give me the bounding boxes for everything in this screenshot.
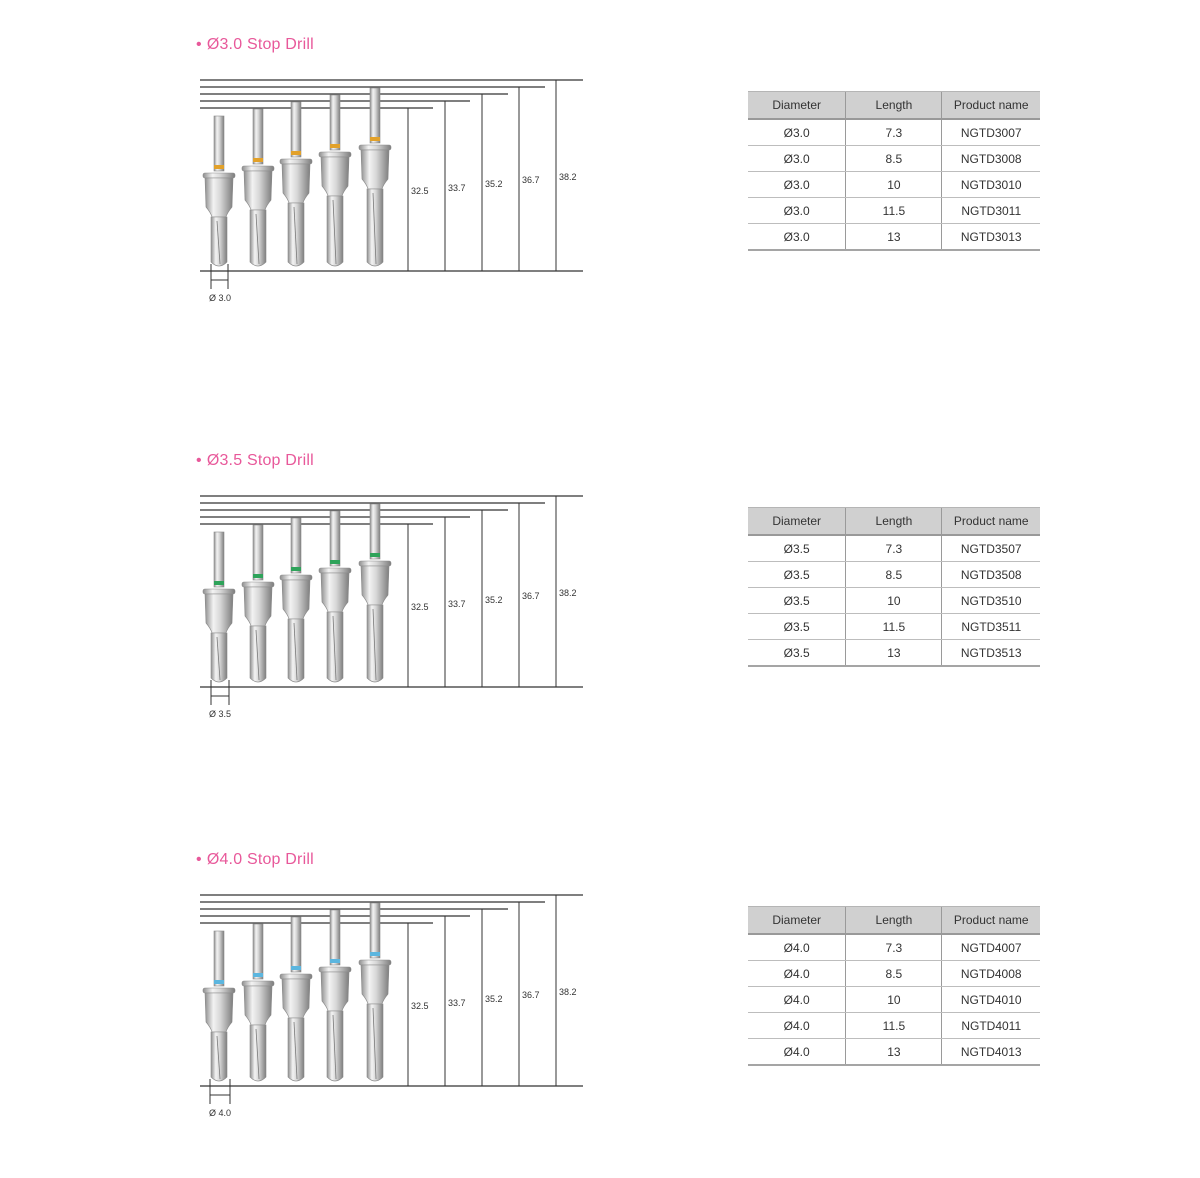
table-cell: NGTD3513 — [942, 640, 1040, 667]
dimension-label-36-7: 36.7 — [522, 990, 540, 1000]
drill-illustration — [359, 88, 391, 266]
section-title-text: Ø3.0 Stop Drill — [206, 36, 314, 53]
dimension-label-38-2: 38.2 — [559, 987, 577, 997]
table-cell: 13 — [846, 640, 942, 667]
table-cell: 8.5 — [846, 562, 942, 588]
table-cell: 11.5 — [846, 198, 942, 224]
column-header: Length — [846, 907, 942, 935]
dimension-label-32-5: 32.5 — [411, 1001, 429, 1011]
diameter-marker — [210, 1079, 230, 1104]
column-header: Length — [846, 92, 942, 120]
drill-illustration — [319, 910, 351, 1081]
table-row — [748, 119, 1040, 146]
table-header-row — [748, 907, 1040, 935]
dimension-label-32-5: 32.5 — [411, 186, 429, 196]
dimension-label-33-7: 33.7 — [448, 183, 466, 193]
table-cell: Ø3.5 — [748, 640, 846, 667]
table-cell: Ø4.0 — [748, 1039, 846, 1066]
product-table — [748, 507, 1040, 667]
table-row — [748, 198, 1040, 224]
table-cell: 8.5 — [846, 961, 942, 987]
table-cell: 10 — [846, 172, 942, 198]
table-row — [748, 588, 1040, 614]
drill-dimension-diagram — [195, 480, 595, 730]
table-row — [748, 614, 1040, 640]
table-cell: NGTD3011 — [942, 198, 1040, 224]
dimension-label-35-2: 35.2 — [485, 994, 503, 1004]
section-title-text: Ø3.5 Stop Drill — [206, 452, 314, 469]
dimension-label-36-7: 36.7 — [522, 591, 540, 601]
table-cell: Ø4.0 — [748, 1013, 846, 1039]
table-cell: Ø3.5 — [748, 562, 846, 588]
drill-illustration — [319, 95, 351, 266]
drill-illustration — [203, 116, 235, 266]
table-cell: 11.5 — [846, 614, 942, 640]
dimension-label-33-7: 33.7 — [448, 599, 466, 609]
column-header: Product name — [942, 92, 1040, 120]
dimension-label-35-2: 35.2 — [485, 595, 503, 605]
table-cell: NGTD3008 — [942, 146, 1040, 172]
drill-illustration — [319, 511, 351, 682]
drill-dimension-diagram — [195, 879, 595, 1129]
table-cell: 7.3 — [846, 934, 942, 961]
table-cell: NGTD4008 — [942, 961, 1040, 987]
column-header: Length — [846, 508, 942, 536]
diameter-label: Ø 3.5 — [209, 709, 232, 719]
section-title — [196, 851, 314, 869]
table-row — [748, 640, 1040, 667]
diameter-label: Ø 3.0 — [209, 293, 232, 303]
table-row — [748, 562, 1040, 588]
section-title-text: Ø4.0 Stop Drill — [206, 851, 314, 868]
dimension-label-38-2: 38.2 — [559, 588, 577, 598]
table-cell: Ø4.0 — [748, 934, 846, 961]
table-cell: 13 — [846, 1039, 942, 1066]
table-cell: Ø3.5 — [748, 588, 846, 614]
table-cell: 7.3 — [846, 119, 942, 146]
table-cell: 10 — [846, 588, 942, 614]
table-header-row — [748, 92, 1040, 120]
bullet-icon: • — [196, 851, 202, 868]
table-row — [748, 934, 1040, 961]
drill-dimension-diagram — [195, 64, 595, 314]
bullet-icon: • — [196, 452, 202, 469]
table-row — [748, 146, 1040, 172]
section-title — [196, 452, 314, 470]
table-cell: Ø3.0 — [748, 146, 846, 172]
table-cell: Ø3.5 — [748, 614, 846, 640]
table-cell: NGTD3010 — [942, 172, 1040, 198]
table-cell: 10 — [846, 987, 942, 1013]
drill-illustration — [203, 532, 235, 682]
table-cell: NGTD4013 — [942, 1039, 1040, 1066]
drill-illustration — [242, 525, 274, 682]
table-cell: NGTD3013 — [942, 224, 1040, 251]
dimension-label-33-7: 33.7 — [448, 998, 466, 1008]
table-row — [748, 172, 1040, 198]
table-header-row — [748, 508, 1040, 536]
table-cell: NGTD3511 — [942, 614, 1040, 640]
drill-illustration — [203, 931, 235, 1081]
drill-illustration — [280, 518, 312, 682]
column-header: Diameter — [748, 508, 846, 536]
drill-illustration — [280, 102, 312, 266]
section-title — [196, 36, 314, 54]
table-row — [748, 987, 1040, 1013]
dimension-label-38-2: 38.2 — [559, 172, 577, 182]
product-table — [748, 906, 1040, 1066]
dimension-label-36-7: 36.7 — [522, 175, 540, 185]
table-cell: 8.5 — [846, 146, 942, 172]
table-cell: NGTD4007 — [942, 934, 1040, 961]
table-cell: NGTD4010 — [942, 987, 1040, 1013]
product-table — [748, 91, 1040, 251]
table-cell: NGTD3508 — [942, 562, 1040, 588]
table-cell: 13 — [846, 224, 942, 251]
diameter-marker — [211, 680, 229, 705]
drill-illustration — [280, 917, 312, 1081]
table-cell: 11.5 — [846, 1013, 942, 1039]
drill-illustration — [359, 504, 391, 682]
dimension-label-32-5: 32.5 — [411, 602, 429, 612]
table-cell: NGTD4011 — [942, 1013, 1040, 1039]
table-cell: Ø3.5 — [748, 535, 846, 562]
table-row — [748, 1013, 1040, 1039]
column-header: Product name — [942, 508, 1040, 536]
table-cell: 7.3 — [846, 535, 942, 562]
table-cell: Ø3.0 — [748, 224, 846, 251]
table-cell: Ø3.0 — [748, 198, 846, 224]
drill-illustration — [359, 903, 391, 1081]
table-cell: Ø4.0 — [748, 987, 846, 1013]
column-header: Diameter — [748, 907, 846, 935]
table-cell: Ø3.0 — [748, 119, 846, 146]
column-header: Diameter — [748, 92, 846, 120]
table-cell: NGTD3510 — [942, 588, 1040, 614]
drill-illustration — [242, 109, 274, 266]
table-cell: NGTD3507 — [942, 535, 1040, 562]
table-row — [748, 961, 1040, 987]
table-row — [748, 224, 1040, 251]
column-header: Product name — [942, 907, 1040, 935]
table-row — [748, 535, 1040, 562]
bullet-icon: • — [196, 36, 202, 53]
table-row — [748, 1039, 1040, 1066]
diameter-label: Ø 4.0 — [209, 1108, 232, 1118]
table-cell: NGTD3007 — [942, 119, 1040, 146]
table-cell: Ø4.0 — [748, 961, 846, 987]
table-cell: Ø3.0 — [748, 172, 846, 198]
drill-illustration — [242, 924, 274, 1081]
diameter-marker — [211, 264, 228, 289]
dimension-label-35-2: 35.2 — [485, 179, 503, 189]
